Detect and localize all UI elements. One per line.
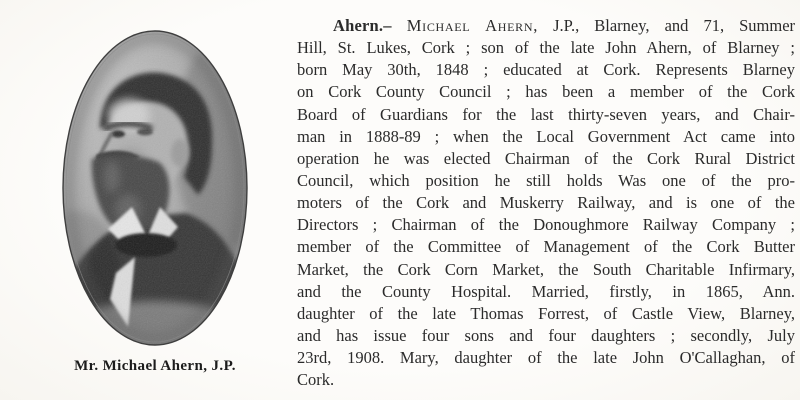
portrait-caption: Mr. Michael Ahern, J.P. [74, 358, 236, 374]
biography-line: Council, which position he still holds Was one of the pro- [297, 170, 795, 190]
biography-line: and the County Hospital. Married, firstly, in 1865, Ann. [297, 281, 795, 301]
biography-line: man in 1888-89 ; when the Local Government Act came into [297, 126, 795, 146]
entry-name-smallcaps: Michael Ahern, [406, 16, 539, 35]
biography-line: Board of Guardians for the last thirty-seven years, and Chair- [297, 104, 795, 124]
portrait [58, 27, 252, 374]
biography-line: Directors ; Chairman of the Donoughmore Railway Company ; [297, 215, 795, 235]
biography-line: moters of the Cork and Muskerry Railway, and is one of the [297, 193, 795, 213]
biography-line: member of the Committee of Management of the Cork Butter [297, 237, 795, 257]
biography-line: and has issue four sons and four daughters ; secondly, July [297, 325, 795, 345]
biography-line: Market, the Cork Corn Market, the South Charitable Infirmary, [297, 259, 795, 279]
biography-line: 23rd, 1908. Mary, daughter of the late John O'Callaghan, of [297, 348, 795, 368]
biography-line: Cork. [297, 370, 335, 390]
biography-line: Hill, St. Lukes, Cork ; son of the late John Ahern, of Blarney ; [297, 38, 795, 58]
biography-text [297, 15, 795, 391]
biography-line [297, 15, 795, 37]
portrait-photo [58, 27, 252, 349]
biography-line: born May 30th, 1848 ; educated at Cork. Represents Blarney [297, 60, 795, 80]
biography-line: operation he was elected Chairman of the Cork Rural District [297, 148, 795, 168]
biography-line: daughter of the late Thomas Forrest, of Castle View, Blarney, [297, 303, 795, 323]
portrait-photo-contents [58, 27, 252, 349]
entry-surname: Ahern.– [333, 16, 392, 35]
biography-line: on Cork County Council ; has been a member of the Cork [297, 82, 795, 102]
entry-line-text: J.P., Blarney, and 71, Summer [553, 16, 795, 35]
